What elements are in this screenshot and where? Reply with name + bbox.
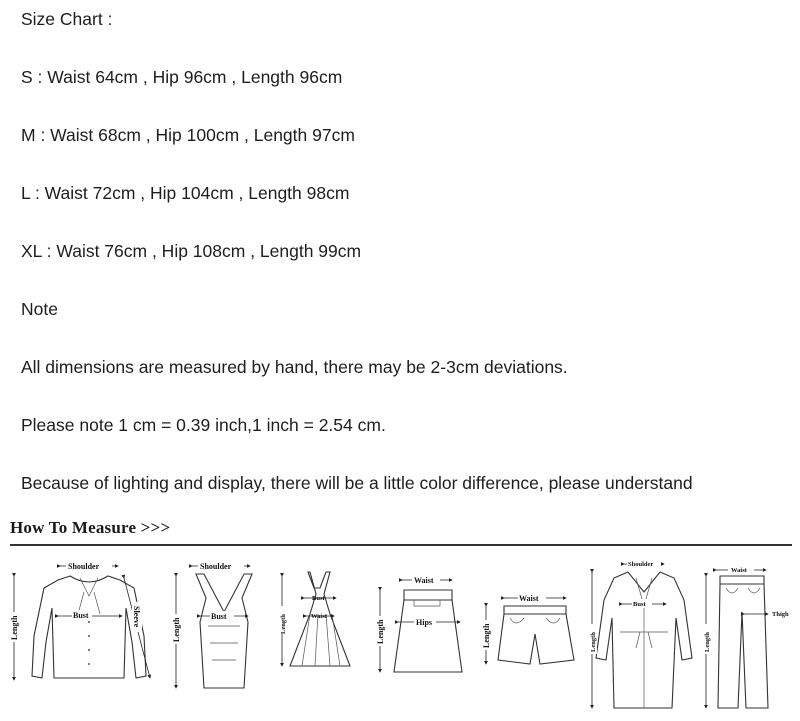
trousers-diagram (701, 565, 789, 708)
waist-label: Waist (731, 567, 747, 574)
coat-diagram (587, 559, 692, 708)
size-row-l: L : Waist 72cm , Hip 104cm , Length 98cm (21, 183, 350, 203)
bust-label: Bust (211, 612, 227, 621)
waist-label: Waist (414, 576, 434, 585)
length-label: Length (376, 619, 385, 644)
note-color-difference: Because of lighting and display, there will be a little color difference, please understand (21, 473, 693, 493)
how-to-measure-divider (10, 544, 792, 546)
note-deviation: All dimensions are measured by hand, there may be 2-3cm deviations. (21, 357, 568, 377)
shoulder-label: Shoulder (628, 561, 654, 568)
sleeve-label: Sleeve (132, 606, 141, 628)
length-label: Length (704, 632, 711, 652)
shorts-diagram (481, 593, 574, 664)
size-row-m: M : Waist 68cm , Hip 100cm , Length 97cm (21, 125, 355, 145)
waist-label: Waist (311, 613, 327, 620)
measurement-diagrams (0, 548, 800, 718)
shoulder-label: Shoulder (200, 562, 232, 571)
bust-label: Bust (312, 595, 325, 602)
bust-label: Bust (633, 601, 646, 608)
length-label: Length (10, 615, 19, 640)
hips-label: Hips (416, 618, 433, 627)
shoulder-label: Shoulder (68, 562, 100, 571)
skirt-diagram (375, 575, 462, 672)
length-label: Length (482, 623, 491, 648)
note-heading: Note (21, 299, 58, 319)
blouse-diagram (9, 561, 150, 680)
bust-label: Bust (73, 611, 89, 620)
note-unit-conversion: Please note 1 cm = 0.39 inch,1 inch = 2.54 cm. (21, 415, 386, 435)
how-to-measure-title: How To Measure >>> (10, 518, 171, 537)
thigh-label: Thigh (772, 611, 789, 618)
size-row-xl: XL : Waist 76cm , Hip 108cm , Length 99cm (21, 241, 362, 261)
length-label: Length (172, 617, 181, 642)
waist-label: Waist (519, 594, 539, 603)
length-label: Length (590, 632, 597, 652)
size-chart-heading: Size Chart : (21, 9, 113, 29)
size-row-s: S : Waist 64cm , Hip 96cm , Length 96cm (21, 67, 343, 87)
dress-diagram (277, 572, 350, 666)
tank-top-diagram (171, 561, 252, 688)
length-label: Length (280, 614, 287, 634)
